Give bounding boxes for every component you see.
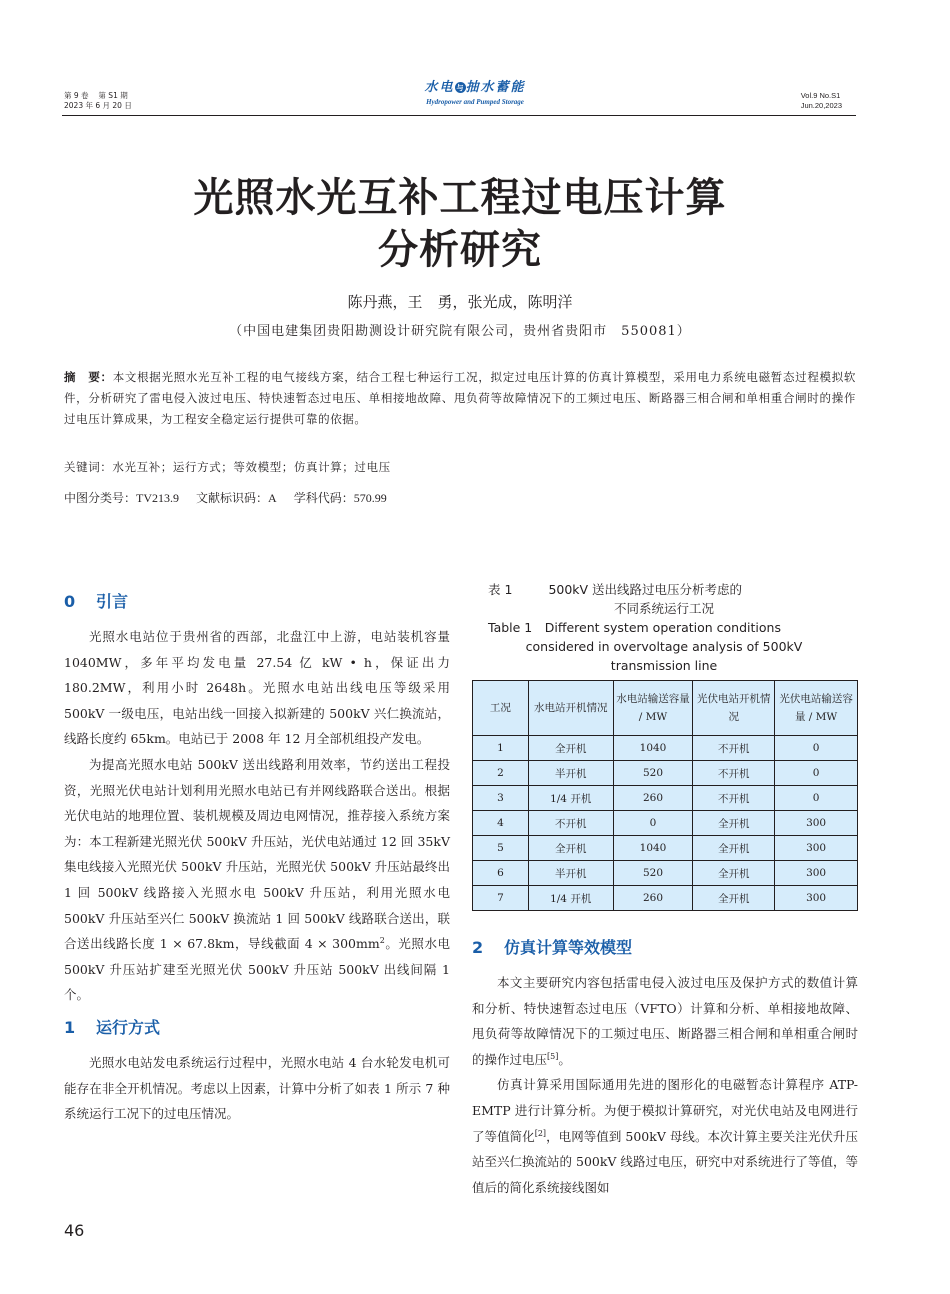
table-1-caption bbox=[472, 580, 856, 675]
table-cell: 1 bbox=[473, 736, 529, 761]
journal-title-en: Hydropower and Pumped Storage bbox=[426, 98, 524, 106]
table-cell: 全开机 bbox=[693, 886, 775, 911]
table-cell: 不开机 bbox=[693, 761, 775, 786]
table-cell: 300 bbox=[775, 886, 858, 911]
table-cell: 1/4 开机 bbox=[528, 786, 613, 811]
table-cell: 0 bbox=[775, 736, 858, 761]
table-cell: 全开机 bbox=[528, 736, 613, 761]
table-cell: 全开机 bbox=[693, 836, 775, 861]
section-2-heading bbox=[472, 936, 858, 960]
doc-code-label: 文献标识码： bbox=[196, 491, 269, 505]
table-1-label-cn: 表 1 bbox=[488, 582, 513, 597]
doc-code-value: A bbox=[268, 491, 277, 505]
table-1-caption-cn-1 bbox=[472, 580, 856, 599]
table-cell: 5 bbox=[473, 836, 529, 861]
section-2-p2-text-b: ，电网等值到 500kV 母线。本次计算主要关注光伏升压站至兴仁换流站的 500kV 线路过电压，研究中对系统进行了等值，等值后的简化系统接线图如 bbox=[472, 1128, 858, 1195]
section-1-title: 运行方式 bbox=[96, 1017, 161, 1037]
table-cell: 1040 bbox=[613, 836, 693, 861]
table-cell: 300 bbox=[775, 836, 858, 861]
clc-value: TV213.9 bbox=[136, 491, 180, 505]
table-cell: 6 bbox=[473, 861, 529, 886]
left-column bbox=[64, 590, 450, 1127]
section-1-number: 1 bbox=[64, 1017, 76, 1037]
section-0-number: 0 bbox=[64, 592, 76, 611]
table-cell: 全开机 bbox=[528, 836, 613, 861]
section-1-heading bbox=[64, 1016, 450, 1040]
superscript-2: 2 bbox=[379, 935, 385, 945]
table-cell: 不开机 bbox=[693, 736, 775, 761]
header-volume: 第 9 卷 第 S1 期 bbox=[64, 91, 128, 100]
citation-5: [5] bbox=[547, 1051, 559, 1061]
header-date-cn: 2023 年 6 月 20 日 bbox=[64, 101, 132, 110]
table-cell: 不开机 bbox=[528, 811, 613, 836]
table-cell: 全开机 bbox=[693, 811, 775, 836]
table-cell: 不开机 bbox=[693, 786, 775, 811]
section-0-p2-text-a: 为提高光照水电站 500kV 送出线路利用效率，节约送出工程投资，光照光伏电站计划利用光照水电站已有并网线路联合送出。根据光伏电站的地理位置、装机规模及周边电网情况，推荐接入系统方案为：本工程新建光照光伏 500kV 升压站，光伏电站通过 12 回 35kV 集电线接入光照光伏 500kV 升压站，光照光伏 500kV 升压站最终出 1 回 500kV 线路接入光照水电 500kV 升压站，利用光照水电 500kV 升压站至兴仁 500kV 换流站 1 回 500kV 线路联合送出，联合送出线路长度 1 × 67.8km，导线截面 4 × 300mm bbox=[64, 756, 450, 952]
section-2-paragraph-2 bbox=[472, 1072, 858, 1200]
table-row bbox=[473, 886, 858, 911]
table-1-caption-en-3: transmission line bbox=[610, 658, 718, 673]
section-2-p2-text-a: 仿真计算采用国际通用先进的图形化的电磁暂态计算程序 ATP-EMTP 进行计算分析。为便于模拟计算研究，对光伏电站及电网进行了等值简化 bbox=[472, 1077, 858, 1144]
keywords-label: 关键词： bbox=[64, 460, 113, 474]
table-1-caption-cn-text: 500kV 送出线路过电压分析考虑的 bbox=[548, 582, 743, 597]
table-cell: 0 bbox=[613, 811, 693, 836]
table-header-cell: 光伏电站开机情况 bbox=[693, 681, 775, 736]
table-row bbox=[473, 786, 858, 811]
table-cell: 半开机 bbox=[528, 861, 613, 886]
table-cell: 3 bbox=[473, 786, 529, 811]
page-number: 46 bbox=[64, 1221, 85, 1240]
section-0-heading bbox=[64, 590, 450, 614]
table-cell: 4 bbox=[473, 811, 529, 836]
abstract bbox=[64, 367, 856, 430]
keywords bbox=[64, 459, 391, 475]
abstract-label: 摘 要： bbox=[64, 370, 113, 384]
table-cell: 260 bbox=[613, 786, 693, 811]
section-0-title: 引言 bbox=[96, 592, 129, 611]
clc-label: 中图分类号： bbox=[64, 491, 137, 505]
table-1-caption-en-1: Table 1 Different system operation conditions bbox=[488, 620, 781, 635]
header-vol-en: Vol.9 No.S1 bbox=[800, 91, 841, 100]
section-2-p1-text-a: 本文主要研究内容包括雷电侵入波过电压及保护方式的数值计算和分析、特快速暂态过电压（VFTO）计算和分析、单相接地故障、甩负荷等故障情况下的工频过电压、断路器三相合闸和单相重合闸时的操作过电压 bbox=[472, 975, 858, 1067]
header-date-en: Jun.20,2023 bbox=[800, 101, 842, 110]
table-cell: 520 bbox=[613, 761, 693, 786]
section-0-paragraph-1: 光照水电站位于贵州省的西部，北盘江中上游，电站装机容量 1040MW，多年平均发电量 27.54 亿 kW • h，保证出力 180.2MW，利用小时 2648h。光照水电站出线电压等级采用 500kV 一级电压，电站出线一回接入拟新建的 500kV 兴仁换流站，线路长度约 65km。电站已于 2008 年 12 月全部机组投产发电。 bbox=[64, 629, 450, 747]
section-2-number: 2 bbox=[472, 938, 484, 957]
section-2-p1-text-b: 。 bbox=[558, 1051, 571, 1067]
keywords-text: 水光互补；运行方式；等效模型；仿真计算；过电压 bbox=[112, 460, 391, 474]
table-header-cell: 光伏电站输送容量 / MW bbox=[775, 681, 858, 736]
table-header-cell: 工况 bbox=[473, 681, 529, 736]
table-cell: 1040 bbox=[613, 736, 693, 761]
authors: 陈丹燕，王 勇，张光成，陈明洋 bbox=[347, 293, 573, 311]
table-1-caption-en-2: considered in overvoltage analysis of 500kV bbox=[525, 639, 803, 654]
paper-title-line2: 分析研究 bbox=[378, 227, 542, 273]
citation-2: [2] bbox=[534, 1128, 547, 1138]
abstract-text: 本文根据光照水光互补工程的电气接线方案，结合工程七种运行工况，拟定过电压计算的仿真计算模型，采用电力系统电磁暂态过程模拟软件，分析研究了雷电侵入波过电压、特快速暂态过电压、单相接地故障、甩负荷等故障情况下的工频过电压、断路器三相合闸和单相重合闸时的操作过电压计算成果，为工程安全稳定运行提供可靠的依据。 bbox=[64, 370, 856, 426]
subject-code-label: 学科代码： bbox=[293, 491, 354, 505]
table-row bbox=[473, 861, 858, 886]
section-0-p2-text-b: 。光照水电 500kV 升压站扩建至光照光伏 500kV 升压站 500kV 出线间隔 1 个。 bbox=[64, 936, 450, 1003]
table-cell: 520 bbox=[613, 861, 693, 886]
table-row bbox=[473, 811, 858, 836]
table-cell: 300 bbox=[775, 861, 858, 886]
header-right bbox=[801, 91, 842, 111]
journal-title-cn-a: 水电 bbox=[424, 80, 455, 95]
journal-title-cn-b: 抽水蓄能 bbox=[465, 80, 526, 95]
table-row bbox=[473, 736, 858, 761]
paper-title-line1: 光照水光互补工程过电压计算 bbox=[193, 175, 727, 221]
right-column bbox=[472, 936, 858, 1200]
table-header-row bbox=[473, 681, 858, 736]
table-cell: 1/4 开机 bbox=[528, 886, 613, 911]
table-cell: 0 bbox=[775, 786, 858, 811]
affiliation: （中国电建集团贵阳勘测设计研究院有限公司，贵州省贵阳市 550081） bbox=[229, 324, 691, 339]
table-cell: 260 bbox=[613, 886, 693, 911]
table-header-cell: 水电站输送容量 / MW bbox=[613, 681, 693, 736]
table-cell: 0 bbox=[775, 761, 858, 786]
table-cell: 全开机 bbox=[693, 861, 775, 886]
section-0-paragraph-2 bbox=[64, 752, 450, 1008]
table-cell: 7 bbox=[473, 886, 529, 911]
section-2-title: 仿真计算等效模型 bbox=[504, 938, 633, 957]
header-rule bbox=[62, 115, 856, 116]
section-2-paragraph-1 bbox=[472, 970, 858, 1072]
table-cell: 半开机 bbox=[528, 761, 613, 786]
table-row bbox=[473, 761, 858, 786]
journal-title-cn-dot: 与 bbox=[456, 83, 464, 92]
paper-title bbox=[0, 172, 920, 276]
subject-code-value: 570.99 bbox=[353, 491, 387, 505]
table-1 bbox=[472, 680, 858, 911]
table-1-caption-cn-2: 不同系统运行工况 bbox=[613, 601, 714, 616]
table-cell: 2 bbox=[473, 761, 529, 786]
table-row bbox=[473, 836, 858, 861]
section-1-paragraph-1: 光照水电站发电系统运行过程中，光照水电站 4 台水轮发电机可能存在非全开机情况。考虑以上因素，计算中分析了如表 1 所示 7 种系统运行工况下的过电压情况。 bbox=[64, 1054, 450, 1122]
table-header-cell: 水电站开机情况 bbox=[528, 681, 613, 736]
table-cell: 300 bbox=[775, 811, 858, 836]
classification bbox=[64, 489, 387, 506]
